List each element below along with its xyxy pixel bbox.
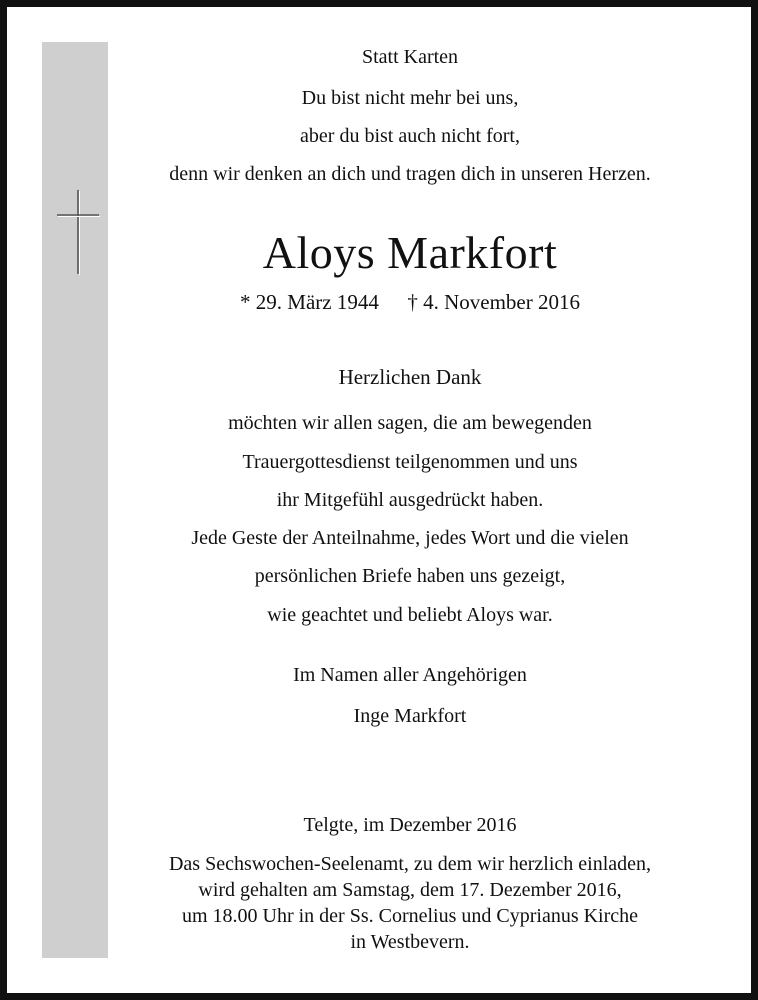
thanks-line-2: Trauergottesdienst teilgenommen und uns: [242, 451, 578, 473]
poem-line-2: aber du bist auch nicht fort,: [300, 125, 520, 147]
header-text: Statt Karten: [361, 46, 459, 68]
thanks-line-6: wie geachtet und beliebt Aloys war.: [267, 604, 553, 626]
mass-info-line-2: wird gehalten am Samstag, dem 17. Dezember 2016,: [198, 879, 622, 901]
cross-icon: [55, 188, 101, 278]
poem-line-3: denn wir denken an dich und tragen dich in unseren Herzen.: [169, 163, 651, 185]
thanks-line-1: möchten wir allen sagen, die am bewegenden: [228, 412, 592, 434]
thanks-title: Herzlichen Dank: [338, 365, 482, 389]
life-dates: [110, 290, 710, 315]
thanks-line-4: Jede Geste der Anteilnahme, jedes Wort und die vielen: [191, 527, 629, 549]
thanks-line-5: persönlichen Briefe haben uns gezeigt,: [254, 565, 566, 587]
death-date: † 4. November 2016: [407, 290, 580, 314]
obituary-content: [110, 0, 710, 1000]
mass-info-line-3: um 18.00 Uhr in der Ss. Cornelius und Cyprianus Kirche: [181, 905, 639, 927]
thanks-line-3: ihr Mitgefühl ausgedrückt haben.: [276, 489, 544, 511]
grey-side-bar: [42, 42, 108, 958]
mass-info-line-4: in Westbevern.: [350, 931, 470, 953]
signature-name: Inge Markfort: [353, 705, 467, 727]
signature-intro: Im Namen aller Angehörigen: [293, 664, 527, 686]
deceased-name: Aloys Markfort: [262, 227, 558, 278]
place-date: Telgte, im Dezember 2016: [303, 814, 517, 836]
birth-date: * 29. März 1944: [240, 290, 379, 314]
mass-info-line-1: Das Sechswochen-Seelenamt, zu dem wir herzlich einladen,: [168, 853, 652, 875]
poem-line-1: Du bist nicht mehr bei uns,: [301, 87, 519, 109]
